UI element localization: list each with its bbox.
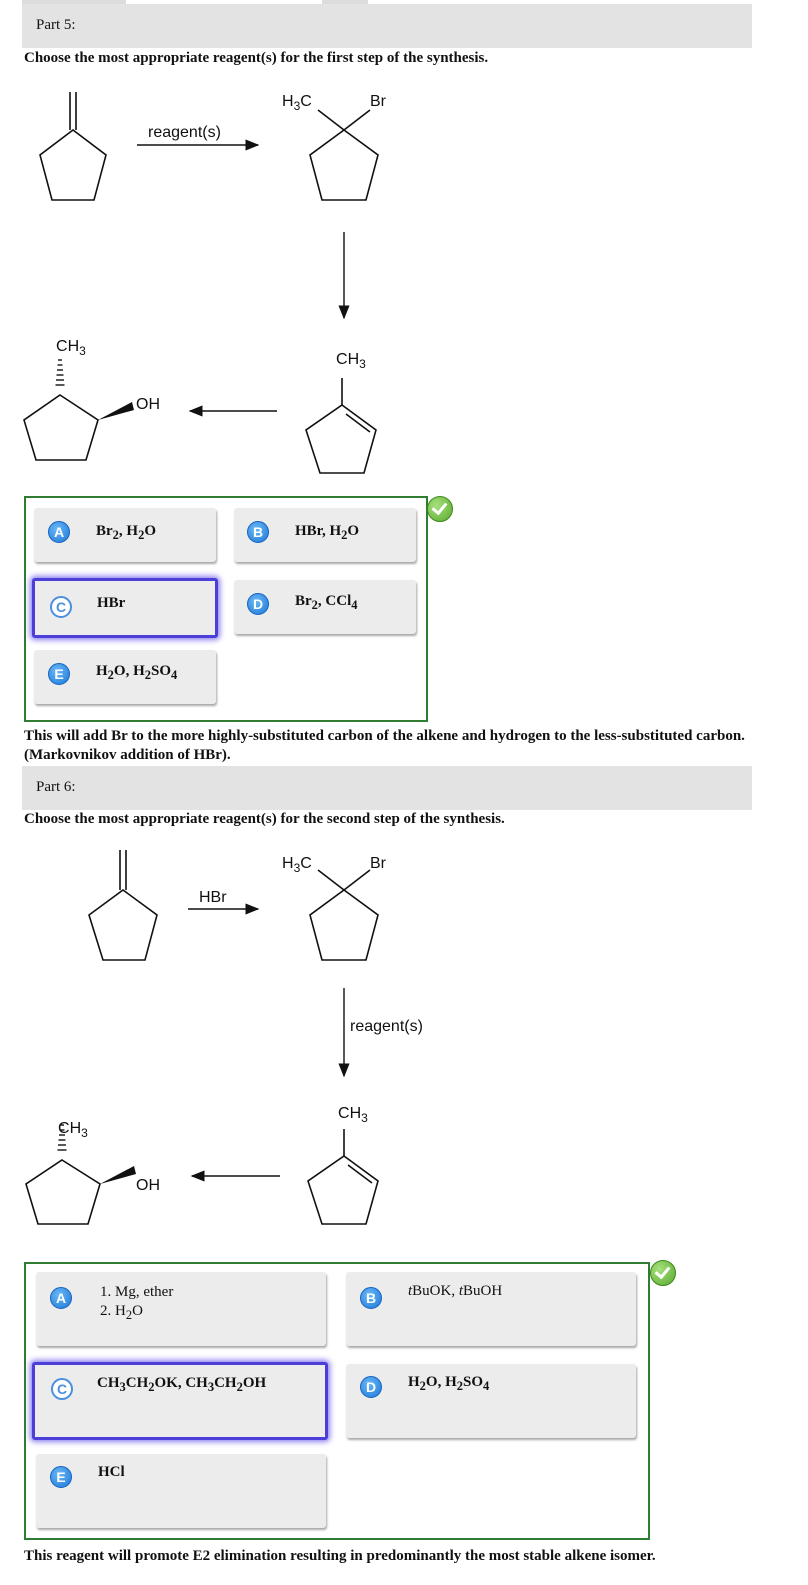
answer-explanation: This reagent will promote E2 elimination resulting in predominantly the most stable alkene isomer. [24, 1548, 656, 1564]
question-prompt: Choose the most appropriate reagent(s) for the first step of the synthesis. [24, 50, 489, 66]
option-text: HBr [97, 595, 126, 611]
solid-wedge-bond [100, 1166, 136, 1184]
oh-label: OH [136, 1177, 160, 1194]
part-label: Part 6: [36, 779, 76, 795]
option-b[interactable] [346, 1272, 636, 1346]
option-badge: C [51, 1378, 73, 1400]
oh-label: OH [136, 396, 160, 413]
synthesis-scheme-part-6 [0, 780, 808, 1260]
option-e[interactable] [36, 1454, 326, 1528]
ch3-label: $CH_3$ [56, 338, 86, 358]
option-text: HCl [98, 1464, 125, 1480]
option-badge: B [247, 521, 269, 543]
part-label: Part 5: [36, 17, 76, 33]
ch3-label: $CH_3$ [338, 1105, 368, 1125]
option-line: 2. $H_2O$ [100, 1303, 143, 1322]
answer-explanation: This will add Br to the more highly-substituted carbon of the alkene and hydrogen to the less-substituted carbon. (Markovnikov addition of HBr). [24, 728, 745, 763]
option-badge: E [48, 663, 70, 685]
hashed-wedge-bond [56, 360, 65, 385]
methylcyclopentene-structure [308, 1129, 378, 1224]
arrow-label: reagent(s) [350, 1018, 423, 1035]
methylcyclopentene-structure [306, 378, 376, 473]
option-text: $Br_2$, CCl$_4$ [295, 593, 358, 612]
bromo-methylcyclopentane-structure [310, 110, 378, 200]
option-c-selected[interactable] [32, 1362, 328, 1440]
trans-methylcyclopentanol-structure [26, 1160, 100, 1224]
trans-methylcyclopentanol-structure [24, 395, 98, 460]
option-badge: E [50, 1466, 72, 1488]
option-text: HBr, $H_2O$ [295, 523, 360, 542]
ch3-label: $CH_3$ [336, 351, 366, 371]
solid-wedge-bond [98, 402, 134, 420]
option-text: $H_2O$, $H_2SO_4$ [408, 1374, 490, 1393]
option-badge: B [360, 1287, 382, 1309]
option-text [100, 1283, 173, 1325]
option-badge: D [360, 1376, 382, 1398]
option-line: 1. Mg, ether [100, 1284, 174, 1300]
option-d[interactable] [346, 1364, 636, 1438]
option-d[interactable] [234, 580, 416, 634]
question-prompt: Choose the most appropriate reagent(s) for the second step of the synthesis. [24, 811, 505, 827]
arrow-label: reagent(s) [148, 124, 221, 141]
option-text: tBuOK, tBuOH [408, 1283, 503, 1299]
option-badge: D [247, 593, 269, 615]
methylenecyclopentane-structure [40, 92, 106, 200]
option-c-selected[interactable] [32, 578, 218, 638]
option-b[interactable] [234, 508, 416, 562]
ch3-label: $CH_3$ [58, 1120, 88, 1140]
option-text: $H_2O$, $H_2SO_4$ [96, 663, 178, 682]
br-label: Br [370, 93, 386, 110]
option-badge: C [50, 596, 72, 618]
h3c-label: $H_3C$ [282, 855, 312, 875]
bromo-methylcyclopentane-structure [310, 870, 378, 960]
arrow-label: HBr [199, 889, 227, 906]
check-circle-icon [650, 1260, 676, 1286]
h3c-label: $H_3C$ [282, 93, 312, 113]
option-a[interactable] [36, 1272, 326, 1346]
option-e[interactable] [34, 650, 216, 704]
option-a[interactable] [34, 508, 216, 562]
br-label: Br [370, 855, 386, 872]
option-text: $Br_2$, $H_2O$ [96, 523, 157, 542]
check-circle-icon [427, 496, 453, 522]
synthesis-scheme-part-5 [0, 0, 808, 480]
option-text: $CH_3CH_2OK$, $CH_3CH_2OH$ [97, 1375, 267, 1394]
option-badge: A [48, 521, 70, 543]
methylenecyclopentane-structure [89, 850, 157, 960]
option-badge: A [50, 1287, 72, 1309]
